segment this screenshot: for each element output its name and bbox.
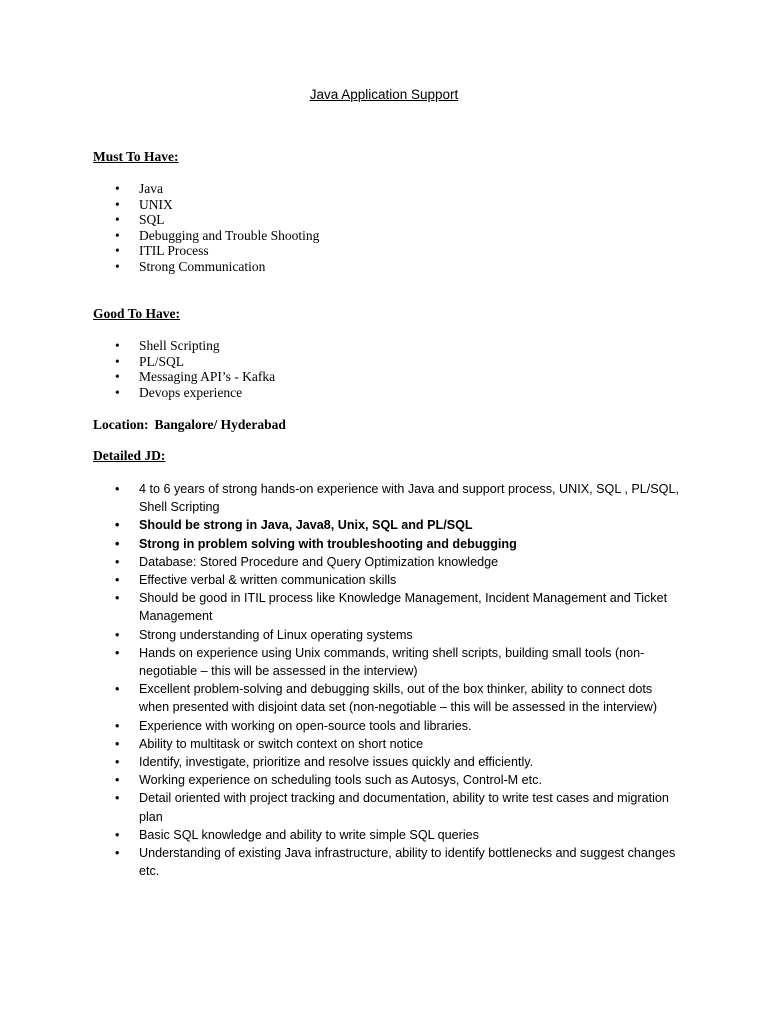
location-line: [93, 416, 286, 434]
list-item: • Effective verbal & written communication skills: [0, 571, 679, 589]
list-item: • Should be strong in Java, Java8, Unix, SQL and PL/SQL: [0, 516, 679, 534]
list-item: • PL/SQL: [0, 354, 275, 370]
detailed-jd-list: [0, 480, 700, 880]
document-title: Java Application Support: [309, 87, 459, 102]
list-item: • Ability to multitask or switch context on short notice: [0, 735, 679, 753]
location-value: Bangalore/ Hyderabad: [154, 417, 286, 432]
list-item: • Detail oriented with project tracking and documentation, ability to write test cases and migration plan: [0, 789, 679, 825]
list-item: • UNIX: [0, 197, 319, 213]
list-item: • 4 to 6 years of strong hands-on experience with Java and support process, UNIX, SQL , PL/SQL, Shell Scripting: [0, 480, 679, 516]
list-item: • Strong Communication: [0, 259, 319, 275]
list-item: • Messaging API’s - Kafka: [0, 369, 275, 385]
list-item: • Shell Scripting: [0, 338, 275, 354]
list-item: • SQL: [0, 212, 319, 228]
list-item: • Strong in problem solving with troubleshooting and debugging: [0, 535, 679, 553]
list-item: • Hands on experience using Unix commands, writing shell scripts, building small tools (non-negotiable – this will be assessed in the interview): [0, 644, 679, 680]
must-have-heading: Must To Have:: [93, 149, 179, 164]
list-item: • Basic SQL knowledge and ability to write simple SQL queries: [0, 826, 679, 844]
list-item: • Database: Stored Procedure and Query Optimization knowledge: [0, 553, 679, 571]
list-item: • Working experience on scheduling tools such as Autosys, Control-M etc.: [0, 771, 679, 789]
list-item: • Excellent problem-solving and debugging skills, out of the box thinker, ability to connect dots when presented with disjoint data set (non-negotiable – this will be assessed in the interview): [0, 680, 679, 716]
list-item: • Should be good in ITIL process like Knowledge Management, Incident Management and Ticket Management: [0, 589, 679, 625]
list-item: • Understanding of existing Java infrastructure, ability to identify bottlenecks and suggest changes etc.: [0, 844, 679, 880]
good-to-have-list: [0, 338, 275, 400]
list-item: • ITIL Process: [0, 243, 319, 259]
must-have-list: [0, 181, 319, 275]
list-item: • Strong understanding of Linux operating systems: [0, 626, 679, 644]
good-to-have-heading: Good To Have:: [93, 306, 181, 321]
location-label: Location:: [93, 417, 149, 432]
detailed-jd-heading: Detailed JD:: [93, 448, 166, 463]
list-item: • Devops experience: [0, 385, 275, 401]
list-item: • Experience with working on open-source tools and libraries.: [0, 717, 679, 735]
list-item: • Debugging and Trouble Shooting: [0, 228, 319, 244]
list-item: • Java: [0, 181, 319, 197]
list-item: • Identify, investigate, prioritize and resolve issues quickly and efficiently.: [0, 753, 679, 771]
